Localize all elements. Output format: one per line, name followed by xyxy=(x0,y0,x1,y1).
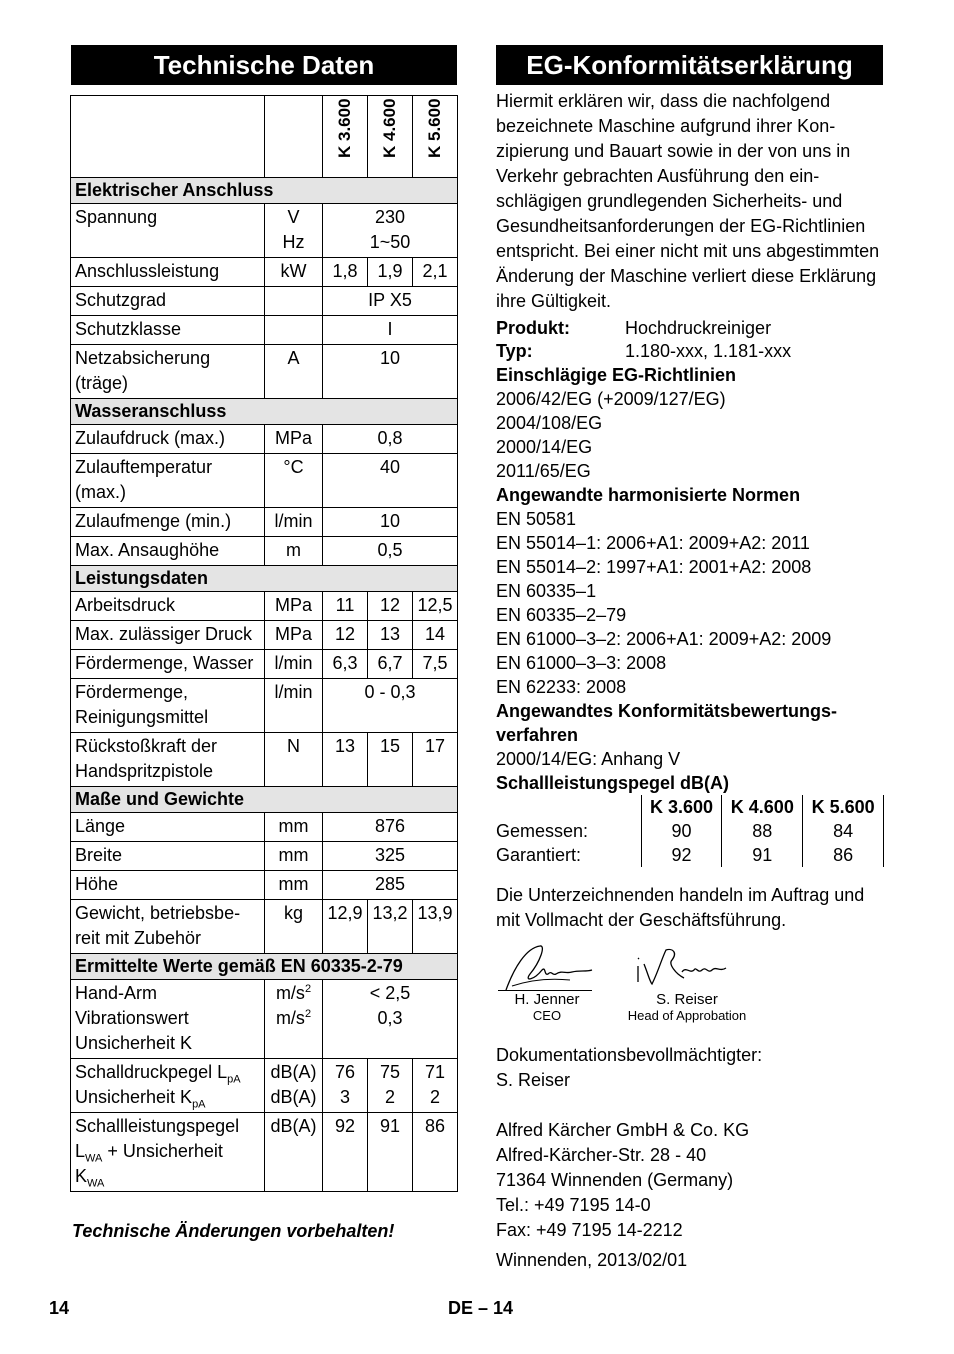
row-label: Max. zulässiger Druck xyxy=(71,621,265,650)
row-value: 10 xyxy=(323,508,458,537)
page-footer: DE – 14 xyxy=(448,1298,514,1318)
row-value: 6,3 xyxy=(323,650,368,679)
model-label: K 3.600 xyxy=(641,795,722,819)
list-item: EN 61000–3–3: 2008 xyxy=(496,653,667,673)
section-heading: Elektrischer Anschluss xyxy=(71,178,458,204)
table-row xyxy=(71,1059,458,1113)
row-unit: kW xyxy=(265,258,323,287)
table-row xyxy=(71,316,458,345)
table-row xyxy=(71,679,458,733)
row-value: 88 xyxy=(722,819,803,843)
list-item: 2004/108/EG xyxy=(496,413,603,433)
model-header-row xyxy=(71,96,458,178)
list-item: 2006/42/EG (+2009/127/EG) xyxy=(496,389,726,409)
row-label: Fördermenge, Wasser xyxy=(71,650,265,679)
table-row xyxy=(71,204,458,258)
row-unit: A xyxy=(265,345,323,399)
row-unit: °C xyxy=(265,454,323,508)
section-heading: Wasseranschluss xyxy=(71,399,458,425)
section-heading: Leistungsdaten xyxy=(71,566,458,592)
table-row xyxy=(71,980,458,1059)
row-label: Schutzgrad xyxy=(71,287,265,316)
list-item: EN 61000–3–2: 2006+A1: 2009+A2: 2009 xyxy=(496,629,832,649)
row-label: Gemessen: xyxy=(496,821,589,841)
row-value: 13,2 xyxy=(368,900,413,954)
row-value: 84 xyxy=(803,819,884,843)
table-row xyxy=(71,425,458,454)
row-value: 6,7 xyxy=(368,650,413,679)
row-label: Schallleistungspegel $L_{WA}$ + Unsicherheit $K_{WA}$ xyxy=(71,1113,265,1192)
row-label: Schutzklasse xyxy=(71,316,265,345)
row-unit: kg xyxy=(265,900,323,954)
row-label: Zulauftemperatur (max.) xyxy=(71,454,265,508)
section-heading: Ermittelte Werte gemäß EN 60335-2-79 xyxy=(71,954,458,980)
row-value: 13 xyxy=(323,733,368,787)
row-value: 325 xyxy=(323,842,458,871)
row-unit: V Hz xyxy=(265,204,323,258)
row-label: Anschlussleistung xyxy=(71,258,265,287)
row-unit: l/min xyxy=(265,650,323,679)
signature-reiser: S. Reiser Head of Approbation xyxy=(627,991,747,1023)
row-label: Netzabsicherung (träge) xyxy=(71,345,265,399)
row-value: 91 xyxy=(368,1113,413,1192)
row-label: Max. Ansaughöhe xyxy=(71,537,265,566)
row-label: Gewicht, betriebsbe-reit mit Zubehör xyxy=(71,900,265,954)
row-value: 12,5 xyxy=(413,592,458,621)
list-item: 2011/65/EG xyxy=(496,461,591,481)
row-label: Hand-Arm Vibrationswert Unsicherheit K xyxy=(71,980,265,1059)
technical-data-table xyxy=(70,95,458,1192)
model-label: K 3.600 xyxy=(335,98,354,158)
row-label: Länge xyxy=(71,813,265,842)
row-value: 12 xyxy=(368,592,413,621)
intro-text: Hiermit erklären wir, dass die nachfolgend bezeichnete Maschine aufgrund ihrer Kon-zipierung und Bauart sowie in der von uns in Verkehr gebrachten Ausführung den ein-schlägigen grundlegenden Sicherheits- und Gesundheitsanforderungen der EG-Richtlinien entspricht. Bei einer nicht mit uns abgestimmten Änderung der Maschine verliert diese Erklärung ihre Gültigkeit. xyxy=(496,91,880,311)
row-value: 0,5 xyxy=(323,537,458,566)
row-label: Höhe xyxy=(71,871,265,900)
row-unit: MPa xyxy=(265,592,323,621)
row-unit: mm xyxy=(265,871,323,900)
table-row xyxy=(71,733,458,787)
schallleistung-table xyxy=(496,795,884,867)
row-value: I xyxy=(323,316,458,345)
row-unit: dB(A) xyxy=(265,1113,323,1192)
row-unit: mm xyxy=(265,813,323,842)
row-unit: l/min xyxy=(265,508,323,537)
place-date: Winnenden, 2013/02/01 xyxy=(496,1250,688,1270)
row-value: 12,9 xyxy=(323,900,368,954)
row-label: Arbeitsdruck xyxy=(71,592,265,621)
list-item: EN 50581 xyxy=(496,509,577,529)
row-value: 1,8 xyxy=(323,258,368,287)
dokumentation-block: Dokumentationsbevollmächtigter: S. Reiser xyxy=(496,1045,763,1090)
unterzeichnende-text: Die Unterzeichnenden handeln im Auftrag und mit Vollmacht der Geschäftsführung. xyxy=(496,885,865,930)
row-label: Garantiert: xyxy=(496,845,582,865)
row-value: 90 xyxy=(641,819,722,843)
row-unit: m xyxy=(265,537,323,566)
table-row xyxy=(71,508,458,537)
model-label: K 5.600 xyxy=(425,98,444,158)
row-unit: $m/s^2$ $m/s^2$ xyxy=(265,980,323,1059)
row-label: Spannung xyxy=(71,204,265,258)
row-value: 14 xyxy=(413,621,458,650)
row-value: 2,1 xyxy=(413,258,458,287)
row-value: 86 xyxy=(413,1113,458,1192)
table-row xyxy=(71,287,458,316)
row-value: 17 xyxy=(413,733,458,787)
table-row xyxy=(71,258,458,287)
row-value: < 2,5 0,3 xyxy=(323,980,458,1059)
row-label: Fördermenge, Reinigungsmittel xyxy=(71,679,265,733)
address-block: Alfred Kärcher GmbH & Co. KG Alfred-Kärcher-Str. 28 - 40 71364 Winnenden (Germany) Tel.: +49 7195 14-0 Fax: +49 7195 14-2212 xyxy=(496,1120,750,1240)
row-unit: MPa xyxy=(265,425,323,454)
row-value: 285 xyxy=(323,871,458,900)
table-row xyxy=(71,900,458,954)
technische-daten-heading: Technische Daten xyxy=(71,45,457,85)
table-row xyxy=(71,454,458,508)
list-item: EN 62233: 2008 xyxy=(496,677,627,697)
row-value: 230 1~50 xyxy=(323,204,458,258)
model-label: K 4.600 xyxy=(380,98,399,158)
row-value: IP X5 xyxy=(323,287,458,316)
row-value: 13 xyxy=(368,621,413,650)
row-label: Zulaufmenge (min.) xyxy=(71,508,265,537)
row-unit: mm xyxy=(265,842,323,871)
verfahren-heading: Angewandtes Konformitätsbewertungs- verfahren xyxy=(496,701,838,745)
page-number: 14 xyxy=(49,1298,70,1318)
row-label: Rückstoßkraft der Handspritzpistole xyxy=(71,733,265,787)
row-label: Schalldruckpegel $L_{pA}$ Unsicherheit $K_{pA}$ xyxy=(71,1059,265,1113)
row-value: 91 xyxy=(722,843,803,867)
list-item: EN 55014–1: 2006+A1: 2009+A2: 2011 xyxy=(496,533,810,553)
row-value: 7,5 xyxy=(413,650,458,679)
list-item: EN 60335–1 xyxy=(496,581,597,601)
table-row xyxy=(71,537,458,566)
list-item: EN 55014–2: 1997+A1: 2001+A2: 2008 xyxy=(496,557,812,577)
signature-reiser-image xyxy=(632,944,732,990)
table-row xyxy=(71,592,458,621)
row-value: 71 2 xyxy=(413,1059,458,1113)
verfahren-value: 2000/14/EG: Anhang V xyxy=(496,749,681,769)
row-value: 11 xyxy=(323,592,368,621)
row-value: 10 xyxy=(323,345,458,399)
declaration-body xyxy=(496,89,888,867)
list-item: 2000/14/EG xyxy=(496,437,593,457)
model-label: K 4.600 xyxy=(722,795,803,819)
table-row xyxy=(71,1113,458,1192)
list-item: EN 60335–2–79 xyxy=(496,605,627,625)
konformitaet-heading: EG-Konformitätserklärung xyxy=(496,45,883,85)
schall-heading: Schallleistungspegel dB(A) xyxy=(496,773,730,793)
row-value: 0 - 0,3 xyxy=(323,679,458,733)
row-value: 76 3 xyxy=(323,1059,368,1113)
row-unit: N xyxy=(265,733,323,787)
row-value: 876 xyxy=(323,813,458,842)
signature-jenner-image xyxy=(500,940,600,996)
row-value: 75 2 xyxy=(368,1059,413,1113)
row-value: 92 xyxy=(641,843,722,867)
table-row xyxy=(71,842,458,871)
row-value: 0,8 xyxy=(323,425,458,454)
table-row xyxy=(71,871,458,900)
produkt-row: Produkt: Hochdruckreiniger xyxy=(496,318,772,338)
row-label: Zulaufdruck (max.) xyxy=(71,425,265,454)
row-value: 86 xyxy=(803,843,884,867)
row-label: Breite xyxy=(71,842,265,871)
table-row xyxy=(71,650,458,679)
typ-row: Typ: 1.180-xxx, 1.181-xxx xyxy=(496,341,792,361)
row-value: 92 xyxy=(323,1113,368,1192)
footnote: Technische Änderungen vorbehalten! xyxy=(72,1221,395,1241)
row-value: 12 xyxy=(323,621,368,650)
model-label: K 5.600 xyxy=(803,795,884,819)
row-value: 13,9 xyxy=(413,900,458,954)
normen-heading: Angewandte harmonisierte Normen xyxy=(496,485,801,505)
section-heading: Maße und Gewichte xyxy=(71,787,458,813)
table-row xyxy=(71,813,458,842)
table-row xyxy=(71,345,458,399)
row-value: 1,9 xyxy=(368,258,413,287)
row-value: 40 xyxy=(323,454,458,508)
row-unit: l/min xyxy=(265,679,323,733)
signature-jenner: H. Jenner CEO xyxy=(514,991,580,1023)
row-value: 15 xyxy=(368,733,413,787)
row-unit: MPa xyxy=(265,621,323,650)
row-unit: dB(A) dB(A) xyxy=(265,1059,323,1113)
table-row xyxy=(71,621,458,650)
richtlinien-heading: Einschlägige EG-Richtlinien xyxy=(496,365,737,385)
